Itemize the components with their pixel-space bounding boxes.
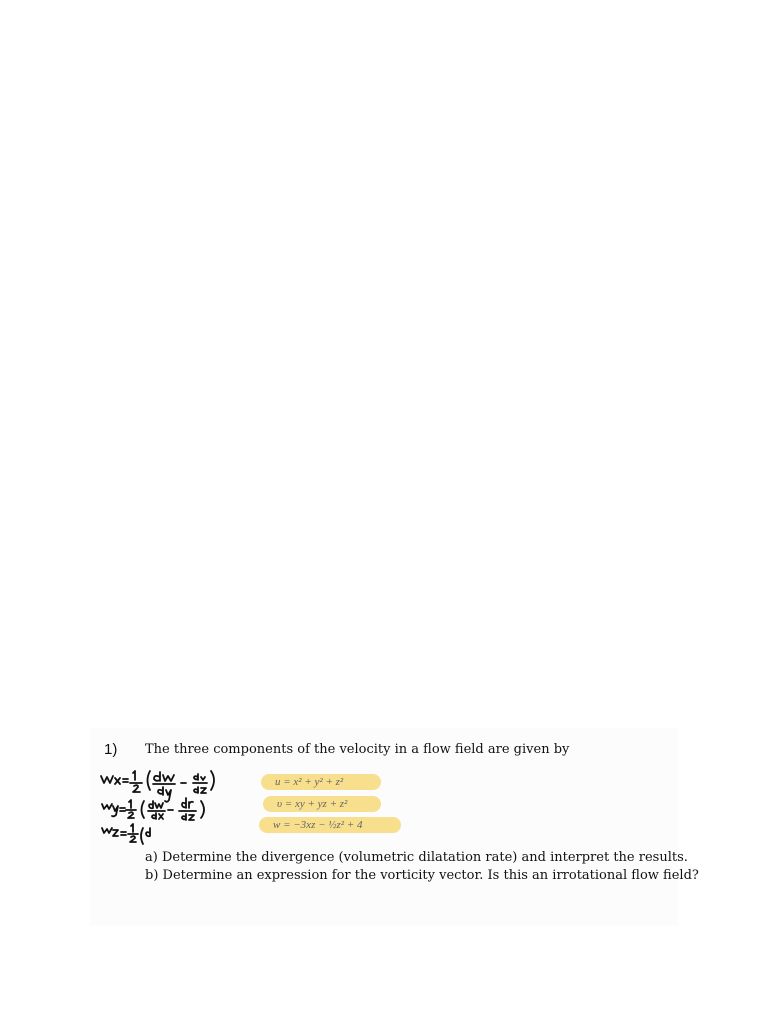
question-part-a: a) Determine the divergence (volumetric dilatation rate) and interpret the results. — [145, 850, 688, 865]
hand-omega-x — [101, 776, 113, 783]
question-part-b: b) Determine an expression for the vorticity vector. Is this an irrotational flow field? — [145, 868, 699, 883]
hand-omega-z — [102, 828, 112, 833]
equation-v-highlight: υ = xy + yz + z² — [263, 796, 381, 812]
hand-omega-y — [102, 804, 112, 809]
question-number: 1) — [104, 741, 118, 758]
equation-w-highlight: w = −3xz − ½z² + 4 — [259, 817, 401, 833]
question-intro: The three components of the velocity in a flow field are given by — [145, 742, 570, 757]
equation-u-highlight: u = x² + y² + z² — [261, 774, 381, 790]
handwritten-vorticity-notes — [98, 766, 244, 854]
